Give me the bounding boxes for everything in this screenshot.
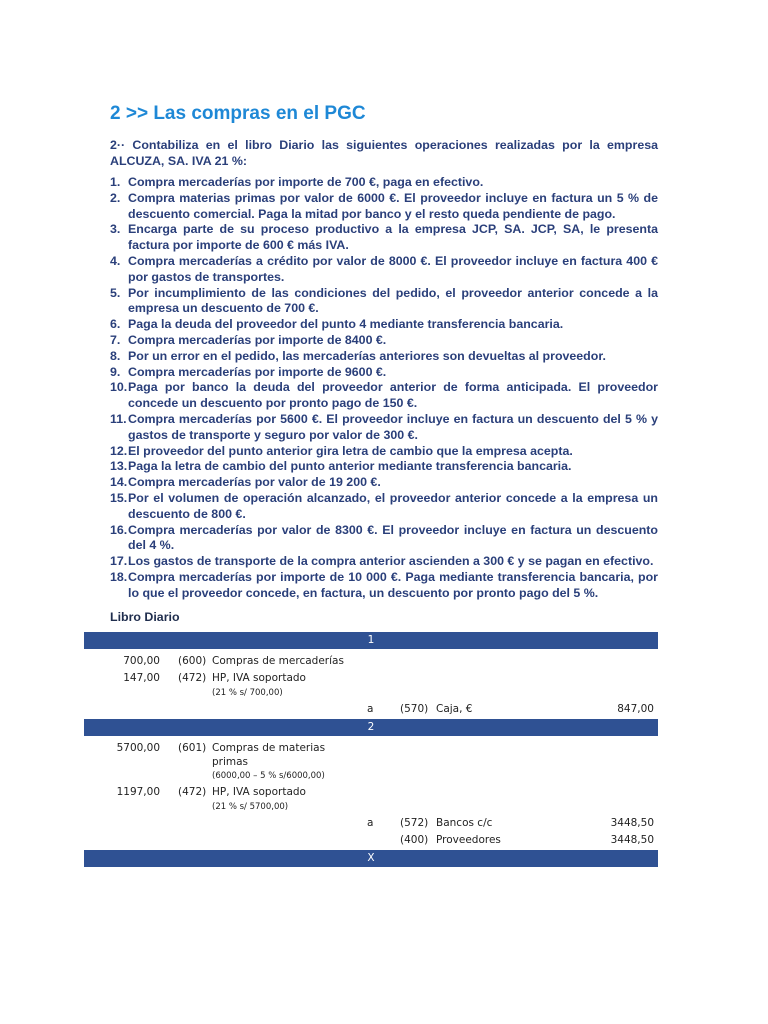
journal-line	[84, 671, 658, 688]
account-code: (472)	[178, 672, 207, 684]
account-code: (472)	[178, 786, 207, 798]
operation-number: 18.	[110, 569, 128, 584]
operation-text: Compra mercaderías por importe de 8400 €.	[128, 332, 387, 347]
page-title: 2 >> Las compras en el PGC	[110, 103, 366, 124]
debit-amount: 5700,00	[116, 742, 160, 754]
operation-number: 9.	[110, 364, 121, 379]
operation-number: 6.	[110, 317, 121, 332]
calculation-note: (6000,00 – 5 % s/6000,00)	[212, 771, 325, 781]
journal-title: Libro Diario	[110, 610, 180, 624]
operation-text: Encarga parte de su proceso productivo a la empresa JCP, SA. JCP, SA, le presenta factura por importe de 600 € más IVA.	[128, 222, 658, 253]
journal-table	[84, 632, 658, 867]
operation-text: Compra mercaderías a crédito por valor de 8000 €. El proveedor incluye en factura 400 € por gastos de transportes.	[128, 253, 658, 284]
operation-item	[110, 317, 658, 333]
operation-text: Compra mercaderías por importe de 9600 €.	[128, 364, 387, 379]
journal-note	[84, 802, 658, 816]
operation-item	[110, 286, 658, 318]
journal-line	[84, 654, 658, 671]
journal-line	[84, 785, 658, 802]
operation-text: Paga la deuda del proveedor del punto 4 mediante transferencia bancaria.	[128, 317, 564, 332]
operation-number: 2.	[110, 190, 121, 205]
operation-text: Paga por banco la deuda del proveedor anterior de forma anticipada. El proveedor concede un descuento por pronto pago de 150 €.	[128, 380, 658, 411]
operation-item	[110, 523, 658, 555]
operation-item	[110, 491, 658, 523]
operation-number: 3.	[110, 222, 121, 237]
account-name: Bancos c/c	[436, 817, 493, 829]
operation-number: 11.	[110, 411, 127, 426]
operation-item	[110, 412, 658, 444]
operation-item	[110, 444, 658, 460]
journal-note	[84, 688, 658, 702]
journal-line	[84, 833, 658, 850]
calculation-note: (21 % s/ 700,00)	[212, 688, 283, 698]
journal-note	[84, 771, 658, 785]
account-name-continued: primas	[212, 756, 249, 768]
operation-text: Compra mercaderías por valor de 19 200 €.	[128, 475, 381, 490]
operation-item	[110, 175, 658, 191]
operation-text: Paga la letra de cambio del punto anterior mediante transferencia bancaria.	[128, 459, 572, 474]
operation-item	[110, 380, 658, 412]
operation-item	[110, 222, 658, 254]
credit-amount: 3448,50	[610, 834, 654, 846]
entry-header-2: 2	[84, 719, 658, 736]
account-name: Compras de mercaderías	[212, 655, 344, 667]
account-code: (601)	[178, 742, 207, 754]
operation-number: 8.	[110, 348, 121, 363]
credit-marker: a	[367, 703, 374, 715]
operation-number: 12.	[110, 443, 128, 458]
operation-item	[110, 475, 658, 491]
operation-text: Compra materias primas por valor de 6000 €. El proveedor incluye en factura un 5 % de descuento comercial. Paga la mitad por banco y el resto queda pendiente de pago.	[128, 190, 658, 221]
journal-line	[84, 741, 658, 758]
debit-amount: 147,00	[123, 672, 160, 684]
operation-item	[110, 570, 658, 602]
debit-amount: 700,00	[123, 655, 160, 667]
operation-item	[110, 554, 658, 570]
account-code: (600)	[178, 655, 207, 667]
operation-item	[110, 191, 658, 223]
exercise-intro: 2·· Contabiliza en el libro Diario las siguientes operaciones realizadas por la empresa ALCUZA, SA. IVA 21 %:	[110, 138, 658, 168]
operation-number: 5.	[110, 285, 121, 300]
operation-number: 16.	[110, 522, 128, 537]
account-name: HP, IVA soportado	[212, 786, 306, 798]
account-name: Proveedores	[436, 834, 501, 846]
credit-marker: a	[367, 817, 374, 829]
credit-amount: 847,00	[617, 703, 654, 715]
operation-text: Por un error en el pedido, las mercaderías anteriores son devueltas al proveedor.	[128, 348, 606, 363]
operation-number: 7.	[110, 332, 121, 347]
operation-text: Por el volumen de operación alcanzado, el proveedor anterior concede a la empresa un descuento de 800 €.	[128, 490, 658, 521]
operation-number: 15.	[110, 490, 128, 505]
debit-amount: 1197,00	[116, 786, 160, 798]
operation-number: 13.	[110, 459, 128, 474]
account-name: Compras de materias	[212, 742, 326, 754]
account-code: (570)	[400, 703, 429, 715]
account-code: (400)	[400, 834, 429, 846]
operation-number: 10.	[110, 380, 128, 395]
operation-item	[110, 365, 658, 381]
account-name: HP, IVA soportado	[212, 672, 306, 684]
operation-text: El proveedor del punto anterior gira letra de cambio que la empresa acepta.	[128, 443, 573, 458]
operation-item	[110, 254, 658, 286]
account-code: (572)	[400, 817, 429, 829]
operation-text: Compra mercaderías por importe de 10 000 €. Paga mediante transferencia bancaria, por lo que el proveedor concede, en factura, un descuento por pronto pago del 5 %.	[128, 569, 658, 600]
operation-number: 4.	[110, 253, 121, 268]
entry-header-x: X	[84, 850, 658, 867]
journal-line	[84, 702, 658, 719]
credit-amount: 3448,50	[610, 817, 654, 829]
calculation-note: (21 % s/ 5700,00)	[212, 802, 289, 812]
operation-item	[110, 333, 658, 349]
operation-text: Los gastos de transporte de la compra anterior ascienden a 300 € y se pagan en efectivo.	[128, 554, 654, 569]
operation-number: 14.	[110, 475, 128, 490]
operation-item	[110, 349, 658, 365]
operation-text: Por incumplimiento de las condiciones del pedido, el proveedor anterior concede a la empresa un descuento de 700 €.	[128, 285, 658, 316]
operations-list	[110, 175, 658, 602]
entry-header-1: 1	[84, 632, 658, 649]
journal-line	[84, 816, 658, 833]
operation-item	[110, 459, 658, 475]
operation-text: Compra mercaderías por valor de 8300 €. El proveedor incluye en factura un descuento del 4 %.	[128, 522, 658, 553]
account-name: Caja, €	[436, 703, 473, 715]
journal-line	[84, 758, 658, 771]
operation-number: 17.	[110, 554, 128, 569]
operation-text: Compra mercaderías por importe de 700 €, paga en efectivo.	[128, 175, 484, 189]
operation-number: 1.	[110, 175, 121, 189]
operation-text: Compra mercaderías por 5600 €. El proveedor incluye en factura un descuento del 5 % y gastos de transporte y seguro por valor de 300 €.	[128, 411, 658, 442]
